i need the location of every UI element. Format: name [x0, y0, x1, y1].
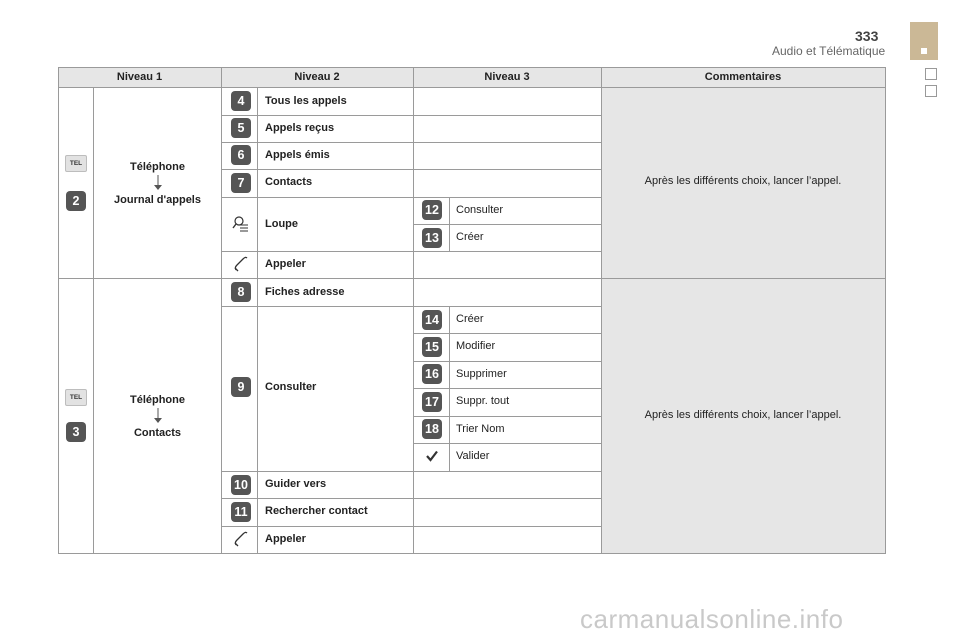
chapter-tab-box [925, 68, 937, 80]
submenu-item-suppr-tout[interactable]: Suppr. tout [456, 395, 510, 407]
menu-item-appeler[interactable]: Appeler [265, 258, 306, 270]
submenu-item-modifier[interactable]: Modifier [456, 340, 496, 352]
comment-text: Après les différents choix, lancer l’appel. [644, 409, 842, 421]
menu-item-appels-recus[interactable]: Appels reçus [265, 122, 335, 134]
submenu-item-creer[interactable]: Créer [456, 313, 484, 325]
tel-icon: TEL [65, 155, 87, 172]
step-badge: 13 [422, 228, 442, 248]
step-badge: 14 [422, 310, 442, 330]
level1-cell [94, 160, 221, 207]
level1-subtitle: Contacts [133, 427, 182, 439]
header-niveau-2: Niveau 2 [294, 71, 340, 83]
checkmark-icon [426, 450, 438, 462]
step-badge: 15 [422, 337, 442, 357]
step-badge: 8 [231, 282, 251, 302]
level1-title: Téléphone [129, 161, 185, 173]
step-badge: 10 [231, 475, 251, 495]
step-badge: 6 [231, 145, 251, 165]
phone-handset-icon [233, 256, 249, 272]
step-badge: 9 [231, 377, 251, 397]
menu-item-appeler[interactable]: Appeler [265, 533, 306, 545]
header-niveau-1: Niveau 1 [116, 71, 163, 83]
header-commentaires: Commentaires [704, 71, 782, 83]
step-badge: 18 [422, 419, 442, 439]
submenu-item-creer[interactable]: Créer [456, 231, 484, 243]
menu-item-fiches-adresse[interactable]: Fiches adresse [265, 286, 345, 298]
phone-handset-icon [233, 531, 249, 547]
magnifier-list-icon [232, 215, 250, 233]
watermark: carmanualsonline.info [580, 604, 844, 634]
step-badge: 4 [231, 91, 251, 111]
step-badge: 11 [231, 502, 251, 522]
menu-item-appels-emis[interactable]: Appels émis [265, 149, 330, 161]
section-title: Audio et Télématique [772, 44, 886, 58]
tel-icon: TEL [65, 389, 87, 406]
page-number: 333 [855, 28, 879, 44]
step-badge: 2 [66, 191, 86, 211]
submenu-item-valider[interactable]: Valider [456, 450, 490, 462]
chapter-tab [910, 22, 938, 60]
step-badge: 12 [422, 200, 442, 220]
level1-title: Téléphone [129, 394, 185, 406]
submenu-item-consulter[interactable]: Consulter [456, 204, 504, 216]
step-badge: 3 [66, 422, 86, 442]
submenu-item-trier-nom[interactable]: Trier Nom [456, 423, 505, 435]
menu-item-guider-vers[interactable]: Guider vers [265, 478, 327, 490]
arrow-down-icon [152, 175, 164, 191]
header-niveau-3: Niveau 3 [484, 71, 530, 83]
comment-text: Après les différents choix, lancer l’appel. [644, 175, 842, 187]
level1-subtitle: Journal d'appels [114, 194, 201, 206]
submenu-item-supprimer[interactable]: Supprimer [456, 368, 507, 380]
chapter-tab-box [925, 85, 937, 97]
step-badge: 16 [422, 364, 442, 384]
step-badge: 17 [422, 392, 442, 412]
step-badge: 7 [231, 173, 251, 193]
menu-item-tous-les-appels[interactable]: Tous les appels [265, 95, 347, 107]
menu-item-consulter[interactable]: Consulter [265, 381, 317, 393]
level1-cell [94, 393, 221, 440]
menu-item-contacts[interactable]: Contacts [265, 176, 313, 188]
menu-item-rechercher-contact[interactable]: Rechercher contact [265, 505, 368, 517]
step-badge: 5 [231, 118, 251, 138]
menu-item-loupe[interactable]: Loupe [265, 218, 298, 230]
arrow-down-icon [152, 408, 164, 424]
